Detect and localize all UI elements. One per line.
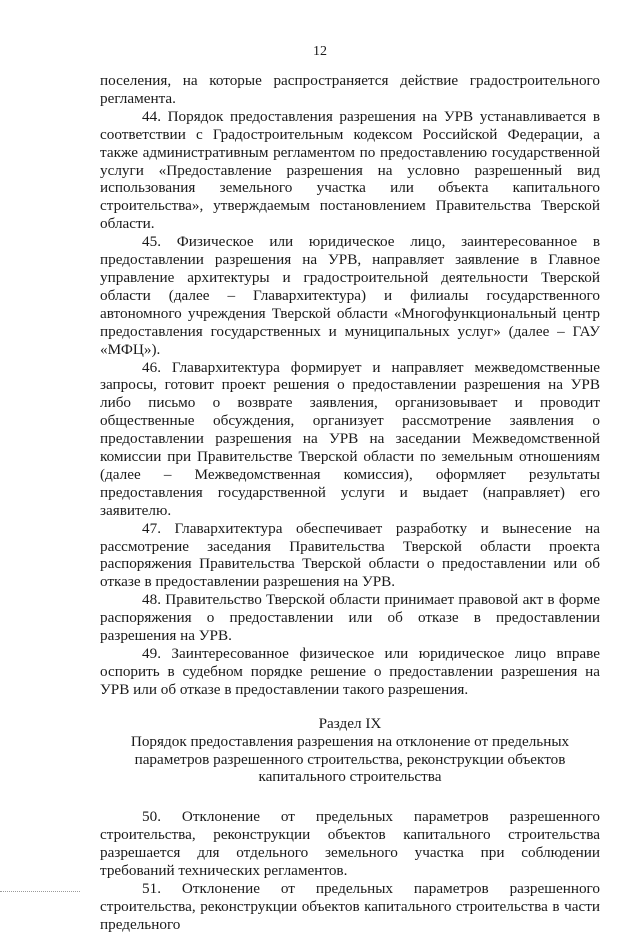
paragraph-49: 49. Заинтересованное физическое или юридическое лицо вправе оспорить в судебном порядке решение о предоставлении разрешения на УРВ или об отказе в предоставлении такого разрешения.: [100, 645, 600, 698]
section-title-line-3: капитального строительства: [258, 768, 442, 786]
paragraph-45: 45. Физическое или юридическое лицо, заинтересованное в предоставлении разрешения на УРВ, направляет заявление в Главное управление архитектуры и градостроительной деятельности Тверской области (далее – Главархитектура) и филиалы государственного автономного учреждения Тверской области «Многофункциональный центр предоставления государственных и муниципальных услуг» (далее – ГАУ «МФЦ»).: [100, 233, 600, 358]
page-number: 12: [313, 44, 327, 59]
footer-divider: [0, 891, 80, 893]
section-title-line-1: Порядок предоставления разрешения на отклонение от предельных: [130, 732, 570, 750]
paragraph-47: 47. Главархитектура обеспечивает разработку и вынесение на рассмотрение заседания Правительства Тверской области проекта распоряжения Правительства Тверской области о предоставлении или об отказе в предоставлении разрешения на УРВ.: [100, 519, 600, 591]
section-heading: [100, 715, 600, 787]
document-body: [100, 72, 600, 934]
paragraph-50: 50. Отклонение от предельных параметров разрешенного строительства, реконструкции объектов капитального строительства разрешается для отдельного земельного участка при соблюдении требований технических регламентов.: [100, 808, 600, 880]
paragraph-51: 51. Отклонение от предельных параметров разрешенного строительства, реконструкции объектов капитального строительства в части предельного: [100, 879, 600, 933]
section-spacer: [100, 786, 600, 808]
paragraph-continuation: поселения, на которые распространяется действие градостроительного регламента.: [100, 72, 600, 107]
paragraph-48: 48. Правительство Тверской области принимает правовой акт в форме распоряжения о предоставлении или об отказе в предоставлении разрешения на УРВ.: [100, 591, 600, 645]
paragraph-44: 44. Порядок предоставления разрешения на УРВ устанавливается в соответствии с Градостроительным кодексом Российской Федерации, а также административным регламентом по предоставлению государственной услуги «Предоставление разрешения на условно разрешенный вид использования земельного участка или объекта капитального строительства», утверждаемым постановлением Правительства Тверской области.: [100, 107, 600, 233]
section-title-line-2: параметров разрешенного строительства, реконструкции объектов: [134, 750, 566, 768]
paragraph-46: 46. Главархитектура формирует и направляет межведомственные запросы, готовит проект решения о предоставлении разрешения на УРВ либо письмо о возврате заявления, организовывает и проводит общественные обсуждения, организует рассмотрение заявления о предоставлении разрешения на УРВ на заседании Межведомственной комиссии при Правительстве Тверской области по земельным отношениям (далее – Межведомственная комиссия), оформляет результаты предоставления государственной услуги и выдает (направляет) его заявителю.: [100, 358, 600, 519]
section-label: Раздел IX: [318, 714, 382, 732]
